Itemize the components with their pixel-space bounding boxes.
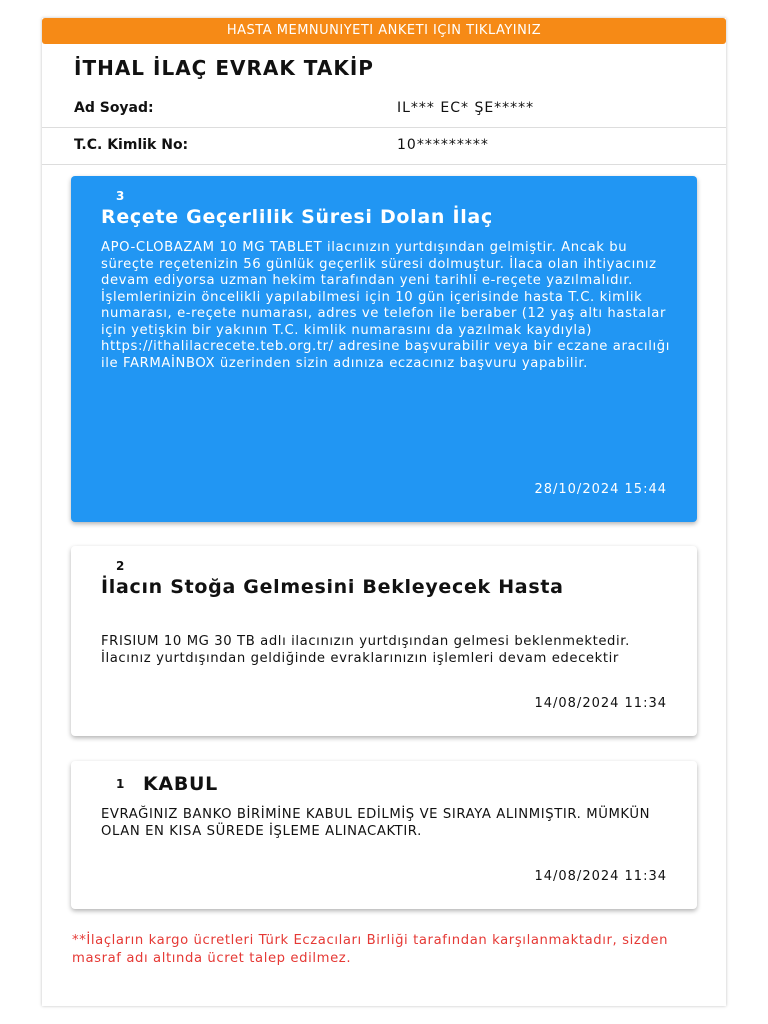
id-value: 10********* <box>397 137 489 153</box>
card-body: APO-CLOBAZAM 10 MG TABLET ilacınızın yurtdışından gelmiştir. Ancak bu süreçte reçetenizin 56 günlük geçerlik süresi dolmuştur. İlaca olan ihtiyacınız devam ediyorsa uzman hekim tarafından yeni tarihli e-reçete yazılmalıdır. İşlemlerinizin öncelikli yapılabilmesi için 10 gün içerisinde hasta T.C. kimlik numarası, e-reçete numarası, adres ve telefon ile beraber (12 yaş altı hastalar için yetişkin bir yakının T.C. kimlik numarasını da yazılmak kaydıyla) https://ithalilacrecete.teb.org.tr/ adresine başvurabilir veya bir eczane aracılığı ile FARMAİNBOX üzerinden sizin adınıza eczacınız başvuru yapabilir. <box>101 240 671 371</box>
id-label: T.C. Kimlik No: <box>74 137 189 153</box>
page-title: İTHAL İLAÇ EVRAK TAKİP <box>74 56 374 80</box>
status-card-step-3 <box>71 176 697 522</box>
card-body: FRISIUM 10 MG 30 TB adlı ilacınızın yurtdışından gelmesi beklenmektedir. İlacınız yurtdışından geldiğinde evraklarınızın işlemleri devam edecektir <box>101 634 630 666</box>
card-date: 28/10/2024 15:44 <box>534 482 667 497</box>
patient-id-row <box>42 127 726 165</box>
card-date: 14/08/2024 11:34 <box>534 869 667 884</box>
status-card-step-2 <box>71 546 697 736</box>
shipping-footnote: **İlaçların kargo ücretleri Türk Eczacıları Birliği tarafından karşılanmaktadır, sizden masraf adı altında ücret talep edilmez. <box>72 933 669 966</box>
status-card-step-1 <box>71 761 697 909</box>
name-value: IL*** EC* ŞE***** <box>397 100 535 116</box>
step-number: 2 <box>116 559 125 573</box>
step-number: 3 <box>116 189 125 203</box>
survey-banner-button[interactable]: HASTA MEMNUNIYETI ANKETI IÇIN TIKLAYINIZ <box>42 18 726 44</box>
name-label: Ad Soyad: <box>74 100 154 116</box>
card-title: Reçete Geçerlilik Süresi Dolan İlaç <box>101 206 493 228</box>
step-number: 1 <box>116 777 125 791</box>
card-date: 14/08/2024 11:34 <box>534 696 667 711</box>
patient-name-row <box>42 90 726 128</box>
card-title: KABUL <box>143 773 218 795</box>
card-body: EVRAĞINIZ BANKO BİRİMİNE KABUL EDİLMİŞ VE SIRAYA ALINMIŞTIR. MÜMKÜN OLAN EN KISA SÜREDE İŞLEME ALINACAKTIR. <box>101 807 651 839</box>
card-title: İlacın Stoğa Gelmesini Bekleyecek Hasta <box>101 576 564 598</box>
